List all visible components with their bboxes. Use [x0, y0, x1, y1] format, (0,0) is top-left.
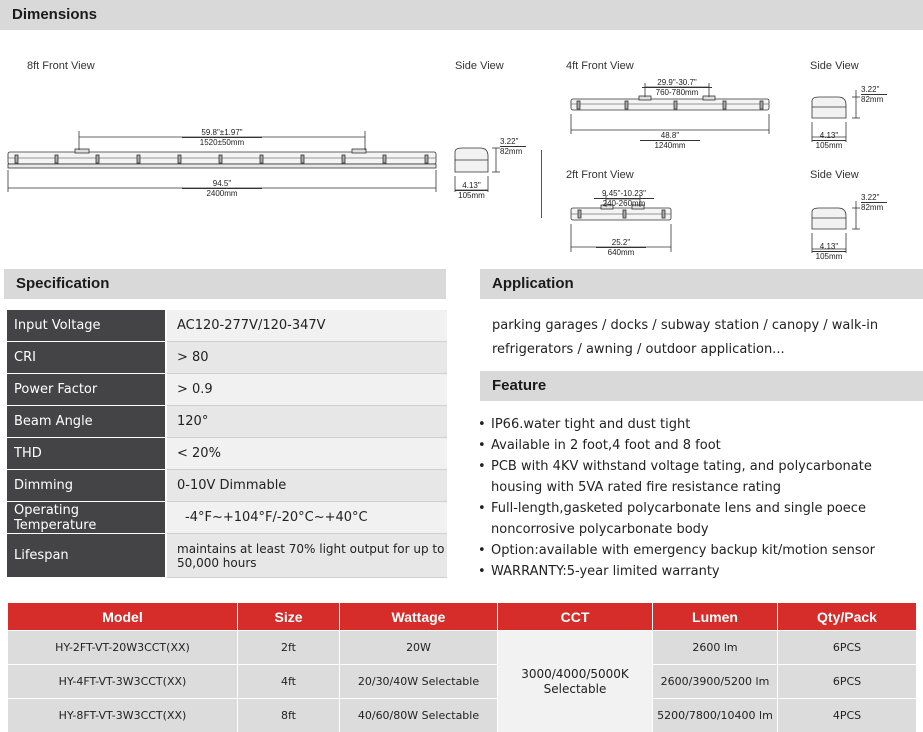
spec-key: Lifespan: [7, 534, 167, 578]
spec-row: [7, 438, 447, 470]
ft8-mount-dimension: 59.8"±1.97" 1520±50mm: [182, 128, 262, 147]
dimensions-header: Dimensions: [0, 0, 923, 30]
spec-row: [7, 534, 447, 578]
ft2-side-view-label: Side View: [810, 169, 859, 181]
spec-key: Beam Angle: [7, 406, 167, 438]
specification-header: Specification: [4, 269, 446, 299]
ft2-length-dimension: 25.2" 640mm: [596, 238, 646, 257]
cell-lumen: 2600 lm: [653, 631, 778, 665]
header-lumen: Lumen: [653, 603, 778, 631]
feature-item: • Option:available with emergency backup kit/motion sensor: [478, 540, 923, 561]
ft4-width-dimension: 4.13" 105mm: [812, 131, 846, 150]
spec-value: 0-10V Dimmable: [167, 470, 447, 502]
spec-row: [7, 342, 447, 374]
cell-size: 8ft: [238, 699, 340, 732]
ft4-side-view-label: Side View: [810, 60, 859, 72]
spec-row: [7, 406, 447, 438]
spec-key: Operating Temperature: [7, 502, 167, 534]
spec-key: THD: [7, 438, 167, 470]
cell-qty: 4PCS: [778, 699, 917, 732]
header-size: Size: [238, 603, 340, 631]
cell-model: HY-4FT-VT-3W3CCT(XX): [8, 665, 238, 699]
table-row: [8, 699, 917, 732]
cell-model: HY-8FT-VT-3W3CCT(XX): [8, 699, 238, 732]
header-cct: CCT: [498, 603, 653, 631]
spec-value: maintains at least 70% light output for up to 50,000 hours: [167, 534, 447, 578]
spec-value: < 20%: [167, 438, 447, 470]
cell-model: HY-2FT-VT-20W3CCT(XX): [8, 631, 238, 665]
feature-item: • Available in 2 foot,4 foot and 8 foot: [478, 435, 923, 456]
spec-row: [7, 374, 447, 406]
cell-lumen: 5200/7800/10400 lm: [653, 699, 778, 732]
ft2-width-dimension: 4.13" 105mm: [812, 242, 846, 261]
cell-size: 2ft: [238, 631, 340, 665]
spec-key: Power Factor: [7, 374, 167, 406]
cell-wattage: 20/30/40W Selectable: [340, 665, 498, 699]
feature-item: • WARRANTY:5-year limited warranty: [478, 561, 923, 582]
ft2-front-view-label: 2ft Front View: [566, 169, 634, 181]
spec-value: 120°: [167, 406, 447, 438]
cell-cct: 3000/4000/5000K Selectable: [498, 631, 653, 732]
header-qty-pack: Qty/Pack: [778, 603, 917, 631]
spec-key: Dimming: [7, 470, 167, 502]
header-wattage: Wattage: [340, 603, 498, 631]
spec-value: -4°F~+104°F/-20°C~+40°C: [167, 502, 447, 534]
cell-wattage: 20W: [340, 631, 498, 665]
spec-value: AC120-277V/120-347V: [167, 310, 447, 342]
ft4-length-dimension: 48.8" 1240mm: [640, 131, 700, 150]
feature-item: • Full-length,gasketed polycarbonate lens and single poece noncorrosive polycarbonate body: [478, 498, 923, 540]
spec-row: [7, 470, 447, 502]
specification-table: [7, 310, 447, 578]
ft8-width-dimension: 4.13" 105mm: [455, 181, 488, 200]
ft8-side-view-label: Side View: [455, 60, 504, 72]
feature-item: • IP66.water tight and dust tight: [478, 414, 923, 435]
cell-lumen: 2600/3900/5200 lm: [653, 665, 778, 699]
ft4-front-view-label: 4ft Front View: [566, 60, 634, 72]
ft4-height-dimension: 3.22" 82mm: [861, 85, 887, 104]
dimension-drawings: [0, 0, 923, 260]
cell-wattage: 40/60/80W Selectable: [340, 699, 498, 732]
dimensions-divider: [541, 150, 542, 218]
ft2-mount-dimension: 9.45"-10.23" 240-260mm: [594, 189, 654, 208]
cell-qty: 6PCS: [778, 665, 917, 699]
cell-size: 4ft: [238, 665, 340, 699]
table-row: [8, 631, 917, 665]
model-table: [7, 602, 917, 732]
spec-key: CRI: [7, 342, 167, 374]
spec-row: [7, 502, 447, 534]
ft8-height-dimension: 3.22" 82mm: [500, 137, 526, 156]
header-model: Model: [8, 603, 238, 631]
ft4-mount-dimension: 29.9"-30.7" 760-780mm: [642, 78, 712, 97]
application-text: parking garages / docks / subway station / canopy / walk-in refrigerators / awning / outdoor application...: [492, 318, 879, 357]
spec-row: [7, 310, 447, 342]
spec-value: > 0.9: [167, 374, 447, 406]
table-row: [8, 665, 917, 699]
ft2-height-dimension: 3.22" 82mm: [861, 193, 887, 212]
spec-value: > 80: [167, 342, 447, 374]
feature-list: [478, 414, 923, 582]
ft8-front-view-label: 8ft Front View: [27, 60, 95, 72]
cell-qty: 6PCS: [778, 631, 917, 665]
ft8-length-dimension: 94.5" 2400mm: [182, 179, 262, 198]
feature-item: • PCB with 4KV withstand voltage tating, and polycarbonate housing with 5VA rated fire resistance rating: [478, 456, 923, 498]
feature-header: Feature: [480, 371, 923, 401]
spec-key: Input Voltage: [7, 310, 167, 342]
model-table-header-row: [8, 603, 917, 631]
application-header: Application: [480, 269, 923, 299]
